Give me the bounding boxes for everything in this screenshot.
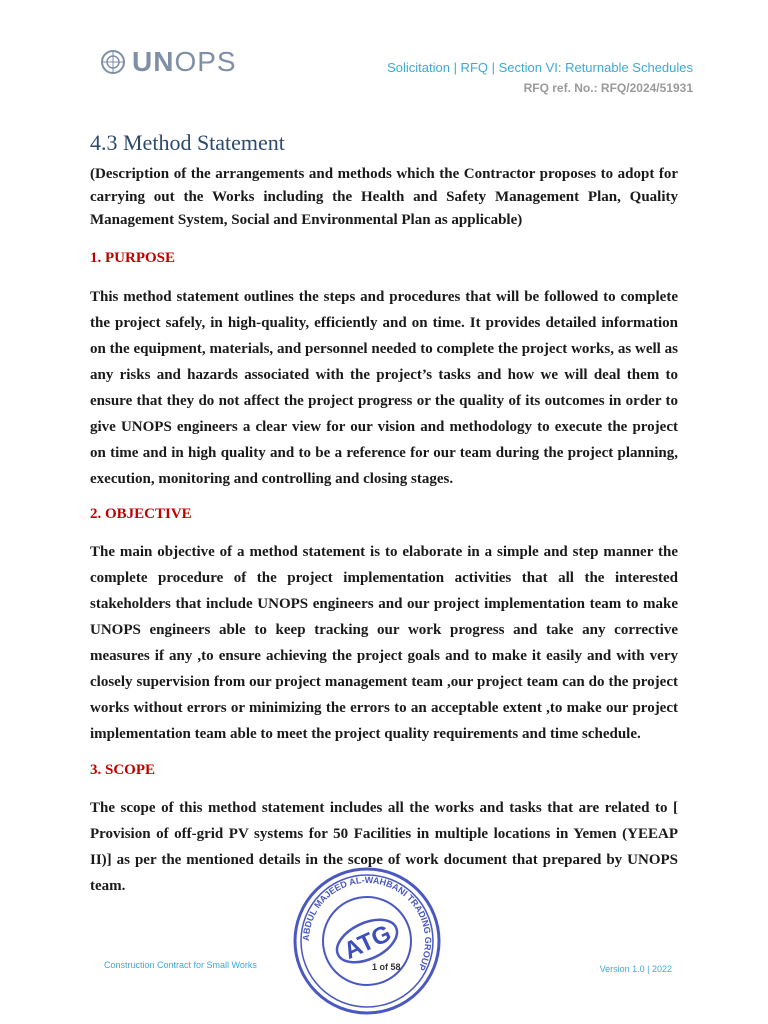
section-text-scope: The scope of this method statement includes all the works and tasks that are related to [ Provision of off-grid PV systems for 50 Facilities in multiple locations in Yemen (YEEAP II)] as per the mentioned details in the scope of work document that prepared by UNOPS team. — [90, 800, 678, 894]
rfq-reference: RFQ ref. No.: RFQ/2024/51931 — [523, 81, 693, 95]
stamp-ring-text: ABDUL MAJEED AL-WAHBANI TRADING GROUP — [300, 874, 434, 973]
header-info — [387, 58, 693, 98]
section-text-objective: The main objective of a method statement is to elaborate in a simple and step manner the complete procedure of the project implementation activities that all the interested stakeholders that include UNOPS engineers and our project implementation team to make UNOPS engineers able to keep tracking our work progress and take any corrective measures if any ,to ensure achieving the project goals and to make it easily and with very closely supervision from our project management team ,our project team can do the project works without errors or minimizing the errors to an acceptable extent ,to make our project implementation team able to meet the project quality requirements and time schedule. — [90, 544, 678, 742]
footer-version: Version 1.0 | 2022 — [599, 964, 672, 974]
section-text-purpose: This method statement outlines the steps and procedures that will be followed to complete the project safely, in high-quality, efficiently and on time. It provides detailed information on the equipment, materials, and personnel needed to complete the project works, as well as any risks and hazards associated with the project’s tasks and how we will deal them to ensure that they do not affect the project progress or the quality of its outcomes in order to give UNOPS engineers a clear view for our vision and methodology to execute the project on time and in high quality and to be a reference for our team during the project planning, execution, monitoring and controlling and closing stages. — [90, 289, 678, 487]
unops-logo — [100, 46, 237, 78]
section-heading-purpose: 1. PURPOSE — [90, 250, 176, 266]
solicitation-label: Solicitation | RFQ | Section VI: Returnable Schedules — [387, 60, 693, 75]
footer-contract-label: Construction Contract for Small Works — [104, 960, 257, 970]
company-stamp — [288, 866, 446, 1016]
description-paragraph: (Description of the arrangements and methods which the Contractor proposes to adopt for carrying out the Works including the Health and Safety Management Plan, Quality Management System, Social and Environmental Plan as applicable) — [90, 166, 678, 228]
un-emblem-icon — [100, 49, 126, 75]
page-number: 1 of 58 — [372, 962, 401, 972]
logo-text: UNOPS — [132, 46, 237, 77]
section-heading-objective: 2. OBJECTIVE — [90, 506, 192, 522]
stamp-text: ATG — [339, 919, 396, 965]
page-title: 4.3 Method Statement — [90, 130, 285, 155]
section-heading-scope: 3. SCOPE — [90, 762, 156, 778]
